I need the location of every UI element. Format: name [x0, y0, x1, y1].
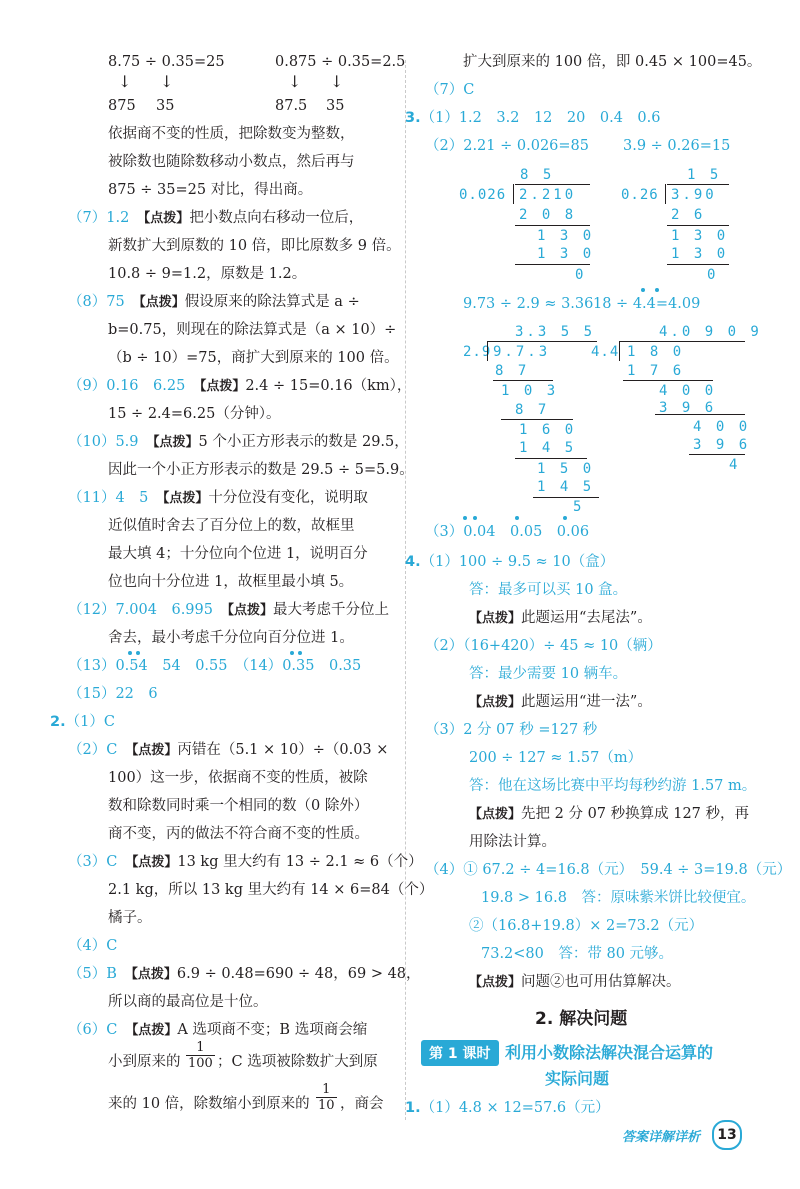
subtract-line: 1 0 3 — [501, 383, 559, 399]
repeating-dot-icon — [298, 651, 302, 655]
explanation-line: 新数扩大到原数的 10 倍，即比原数多 9 倍。 — [108, 238, 401, 254]
subtract-line: 1 3 0 — [671, 246, 729, 262]
explanation-line: 100）这一步，依据商不变的性质，被除 — [108, 770, 368, 786]
quotient: 1 5 — [687, 167, 722, 183]
divisor: 4.4 — [591, 344, 620, 360]
explanation-line: 来的 10 倍，除数缩小到原来的 — [108, 1096, 310, 1112]
question-1: 1.（1）4.8 × 12=57.6（元） — [405, 1100, 610, 1116]
division-bracket — [619, 341, 620, 361]
explanation-line: 875 ÷ 35=25 对比，得出商。 — [108, 182, 313, 198]
explanation-line: b=0.75，则现在的除法算式是（a × 10）÷ — [108, 322, 397, 338]
lesson-label: 第 1 课时 — [421, 1040, 499, 1066]
explanation-line: 橘子。 — [108, 910, 152, 926]
calc-line: 200 ÷ 127 ≈ 1.57（m） — [469, 750, 643, 766]
q4-item-4a: （4）① 67.2 ÷ 4=16.8（元） 59.4 ÷ 3=19.8（元） — [425, 862, 792, 878]
item-15: （15）22 6 — [68, 686, 158, 702]
division-bracket — [665, 184, 666, 204]
q2-item-5: （5）B 【点拨】6.9 ÷ 0.48=690 ÷ 48，69 > 48， — [68, 966, 421, 982]
tip-line: 【点拨】此题运用“进一法”。 — [469, 694, 652, 710]
explanation-line: ；C 选项被除数扩大到原 — [217, 1054, 378, 1070]
quotient: 4.0 9 0 9 — [659, 324, 762, 340]
arrow-down-icon: ↓ — [288, 72, 302, 91]
shifted-value: 87.5 — [275, 98, 308, 114]
explanation-line: 近似值时舍去了百分位上的数，故框里 — [108, 518, 355, 534]
repeating-dot-icon — [641, 288, 645, 292]
item-9: （9）0.16 6.25 【点拨】2.4 ÷ 15=0.16（km）， — [68, 378, 412, 394]
subtract-line: 1 7 6 — [627, 363, 685, 379]
answer-line: 答：他在这场比赛中平均每秒约游 1.57 m。 — [469, 778, 757, 794]
shifted-value: 35 — [326, 98, 345, 114]
subtract-line: 4 0 0 — [659, 383, 717, 399]
q3-item-3: （3）0.04 0.05 0.06 — [425, 524, 590, 540]
subtract-line: 8 7 — [495, 363, 530, 379]
dividend: 9.7.3 — [493, 344, 551, 360]
divisor: 0.26 — [621, 187, 659, 203]
q2-item-6: （6）C 【点拨】A 选项商不变；B 选项商会缩 — [68, 1022, 368, 1038]
q2-item-3: （3）C 【点拨】13 kg 里大约有 13 ÷ 2.1 ≈ 6（个） — [68, 854, 423, 870]
explanation-line: 15 ÷ 2.4=6.25（分钟）。 — [108, 406, 281, 422]
item-10: （10）5.9 【点拨】5 个小正方形表示的数是 29.5， — [68, 434, 409, 450]
item-13-14: （13）0.54 54 0.55 （14）0.35 0.35 — [68, 658, 362, 674]
dividend: 1 8 0 — [627, 344, 685, 360]
subtract-line: 1 4 5 — [519, 440, 577, 456]
subtract-line: 2 0 8 — [519, 207, 577, 223]
item-8: （8）75 【点拨】假设原来的除法算式是 a ÷ — [68, 294, 360, 310]
rule — [533, 497, 599, 498]
subtract-line: 3 9 6 — [659, 400, 717, 416]
repeating-dot-icon — [473, 516, 477, 520]
explanation-line: 所以商的最高位是十位。 — [108, 994, 268, 1010]
answer-line: 73.2<80 答：带 80 元够。 — [481, 946, 674, 962]
answer-line: 答：最多可以买 10 盒。 — [469, 582, 628, 598]
q4-item-3: （3）2 分 07 秒 =127 秒 — [425, 722, 598, 738]
division-bracket — [487, 341, 488, 361]
fraction-one-hundredth: $\frac{1}{100}$ — [188, 1040, 213, 1071]
column-divider — [405, 60, 406, 1120]
explanation-line: 2.1 kg，所以 13 kg 里大约有 14 × 6=84（个） — [108, 882, 434, 898]
q4-item-2: （2）（16+420）÷ 45 ≈ 10（辆） — [425, 638, 662, 654]
tip-line: 【点拨】先把 2 分 07 秒换算成 127 秒，再 — [469, 806, 750, 822]
rule — [667, 264, 729, 265]
explanation-line: 舍去，最小考虑千分位向百分位进 1。 — [108, 630, 354, 646]
subtract-line: 3 9 6 — [693, 437, 751, 453]
item-7-left: （7）1.2 【点拨】把小数点向右移动一位后， — [68, 210, 364, 226]
explanation-line: 最大填 4；十分位向个位进 1，说明百分 — [108, 546, 368, 562]
q3-item-2c: 9.73 ÷ 2.9 ≈ 3.36 — [463, 296, 594, 312]
shifted-value: 875 — [108, 98, 136, 114]
question-2: 2.（1）C — [50, 714, 115, 730]
explanation-line: 被除数也随除数移动小数点，然后再与 — [108, 154, 355, 170]
subtract-line: 2 6 — [671, 207, 706, 223]
remainder: 0 — [575, 267, 587, 283]
subtract-line: 1 3 0 — [537, 246, 595, 262]
arrow-down-icon: ↓ — [118, 72, 132, 91]
rule — [655, 414, 745, 415]
arrow-down-icon: ↓ — [330, 72, 344, 91]
repeating-dot-icon — [136, 651, 140, 655]
subtract-line: 1 4 5 — [537, 479, 595, 495]
item-7-right: （7）C — [425, 82, 475, 98]
explanation-line: 商不变，丙的做法不符合商不变的性质。 — [108, 826, 369, 842]
answer-line: 19.8 > 16.8 答：原味紫米饼比较便宜。 — [481, 890, 756, 906]
footer-label: 答案详解详析 — [622, 1130, 701, 1145]
tip-line: 用除法计算。 — [469, 834, 556, 850]
q3-item-2a: （2）2.21 ÷ 0.026=85 — [425, 138, 589, 154]
tip-line: 【点拨】此题运用“去尾法”。 — [469, 610, 652, 626]
divisor: 2.9 — [463, 344, 492, 360]
repeating-dot-icon — [655, 288, 659, 292]
item-11: （11）4 5 【点拨】十分位没有变化，说明取 — [68, 490, 368, 506]
subtract-line: 1 3 0 — [671, 228, 729, 244]
remainder: 4 — [729, 457, 741, 473]
remainder: 0 — [707, 267, 719, 283]
explanation-line: 因此一个小正方形表示的数是 29.5 ÷ 5=5.9。 — [108, 462, 414, 478]
arrow-down-icon: ↓ — [160, 72, 174, 91]
explanation-line: 数和除数同时乘一个相同的数（0 除外） — [108, 798, 369, 814]
repeating-dot-icon — [463, 516, 467, 520]
explanation-line: 依据商不变的性质，把除数变为整数， — [108, 126, 355, 142]
repeating-dot-icon — [128, 651, 132, 655]
continuation-line: 扩大到原来的 100 倍，即 0.45 × 100=45。 — [463, 54, 762, 70]
repeating-dot-icon — [563, 516, 567, 520]
lesson-title: 实际问题 — [545, 1069, 610, 1088]
section-title: 2. 解决问题 — [535, 1009, 628, 1029]
repeating-dot-icon — [290, 651, 294, 655]
tip-line: 【点拨】问题②也可用估算解决。 — [469, 974, 681, 990]
question-3: 3.（1）1.2 3.2 12 20 0.4 0.6 — [405, 110, 661, 126]
explanation-line: 位也向十分位进 1，故框里最小填 5。 — [108, 574, 354, 590]
calc-b: 0.875 ÷ 0.35=2.5 — [275, 54, 406, 70]
dividend: 3.90 — [671, 187, 717, 203]
answer-line: 答：最少需要 10 辆车。 — [469, 666, 628, 682]
explanation-line: 10.8 ÷ 9=1.2，原数是 1.2。 — [108, 266, 307, 282]
explanation-line: 小到原来的 — [108, 1054, 181, 1070]
subtract-line: 8 7 — [515, 402, 550, 418]
q2-item-4: （4）C — [68, 938, 118, 954]
explanation-line: ，商会 — [340, 1096, 384, 1112]
subtract-line: 1 3 0 — [537, 228, 595, 244]
q2-item-2: （2）C 【点拨】丙错在（5.1 × 10）÷（0.03 × — [68, 742, 389, 758]
quotient: 3.3 5 5 — [515, 324, 596, 340]
shifted-value: 35 — [156, 98, 175, 114]
item-12: （12）7.004 6.995 【点拨】最大考虑千分位上 — [68, 602, 389, 618]
repeating-dot-icon — [515, 516, 519, 520]
explanation-line: （b ÷ 10）=75，商扩大到原来的 100 倍。 — [108, 350, 399, 366]
quotient: 8 5 — [520, 167, 555, 183]
dividend: 2.210 — [519, 187, 577, 203]
question-4: 4.（1）100 ÷ 9.5 ≈ 10（盒） — [405, 554, 615, 570]
divisor: 0.026 — [459, 187, 507, 203]
subtract-line: 1 5 0 — [537, 461, 595, 477]
q3-item-2b: 3.9 ÷ 0.26=15 — [623, 138, 731, 154]
remainder: 5 — [573, 499, 585, 515]
lesson-title: 利用小数除法解决混合运算的 — [505, 1043, 714, 1062]
calc-a: 8.75 ÷ 0.35=25 — [108, 54, 225, 70]
page-number: 13 — [712, 1120, 742, 1150]
division-bracket — [513, 184, 514, 204]
fraction-one-tenth: $\frac{1}{10}$ — [318, 1082, 335, 1113]
subtract-line: 4 0 0 — [693, 419, 751, 435]
q3-item-2d: 18 ÷ 4.4=4.09 — [593, 296, 701, 312]
q4-item-4c: ②（16.8+19.8）× 2=73.2（元） — [469, 918, 704, 934]
subtract-line: 1 6 0 — [519, 422, 577, 438]
